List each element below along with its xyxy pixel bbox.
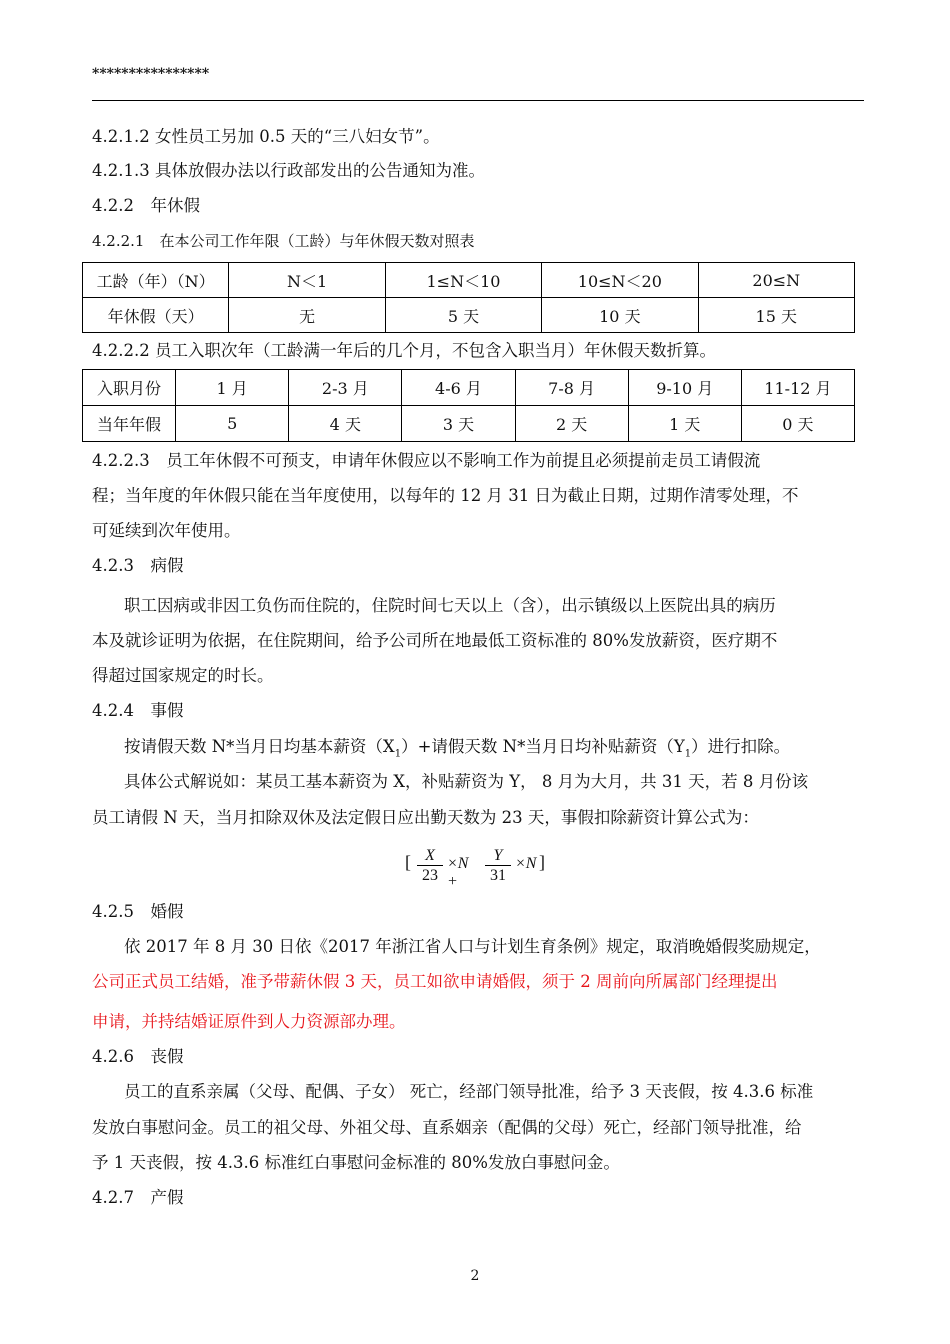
table-cell: 10 天 xyxy=(542,298,698,333)
times-n: ×N xyxy=(515,855,537,872)
fraction-x-23 xyxy=(417,846,443,885)
para-4-2-2-3-cont: 程；当年度的年休假只能在当年度使用，以每年的 12 月 31 日为截止日期，过期作清零处理，不 xyxy=(92,486,799,505)
table-cell: 7-8 月 xyxy=(515,370,628,406)
para-formula-explain-cont: 员工请假 N 天，当月扣除双休及法定假日应出勤天数为 23 天，事假扣除薪资计算公式为： xyxy=(92,808,759,827)
denominator: 23 xyxy=(422,867,438,884)
denominator: 31 xyxy=(490,867,506,884)
para-4-2-2-3: 4.2.2.3 员工年休假不可预支，申请年休假应以不影响工作为前提且必须提前走员工请假流 xyxy=(92,451,761,470)
table-cell: 无 xyxy=(229,298,385,333)
text-run: ）+请假天数 N*当月日均补贴薪资（Y xyxy=(401,737,685,756)
table-row xyxy=(83,298,855,333)
table-cell: 1 天 xyxy=(628,406,741,442)
table-cell: 年休假（天） xyxy=(83,298,229,333)
heading-personal-leave: 4.2.4 事假 xyxy=(92,701,184,720)
table-cell: 11-12 月 xyxy=(741,370,854,406)
table-cell: N＜1 xyxy=(229,263,385,298)
entry-month-leave-table xyxy=(82,369,855,442)
heading-bereavement-leave: 4.2.6 丧假 xyxy=(92,1047,184,1066)
para-sick-leave-end: 得超过国家规定的时长。 xyxy=(92,666,274,685)
times-n-plus: ×N + xyxy=(447,855,469,890)
heading-maternity-leave: 4.2.7 产假 xyxy=(92,1188,184,1207)
table-row xyxy=(83,263,855,298)
table-row xyxy=(83,406,855,442)
table-cell: 1≤N＜10 xyxy=(385,263,541,298)
para-bereavement-leave-cont: 发放白事慰问金。员工的祖父母、外祖父母、直系姻亲（配偶的父母）死亡，经部门领导批准，给 xyxy=(92,1118,802,1137)
table-cell: 2 天 xyxy=(515,406,628,442)
table-cell: 当年年假 xyxy=(83,406,176,442)
subscript: 1 xyxy=(394,748,402,760)
bracket-open: [ xyxy=(405,852,411,872)
table-cell: 9-10 月 xyxy=(628,370,741,406)
table-cell: 5 天 xyxy=(385,298,541,333)
table-cell: 入职月份 xyxy=(83,370,176,406)
para-4-2-2-2: 4.2.2.2 员工入职次年（工龄满一年后的几个月，不包含入职当月）年休假天数折算。 xyxy=(92,341,716,360)
para-marriage-leave-red-end: 申请，并持结婚证原件到人力资源部办理。 xyxy=(92,1012,406,1031)
table-cell: 20≤N xyxy=(698,263,854,298)
para-marriage-leave: 依 2017 年 8 月 30 日依《2017 年浙江省人口与计划生育条例》规定，取消晚婚假奖励规定， xyxy=(124,937,821,956)
table-cell: 5 xyxy=(176,406,289,442)
para-4-2-1-2: 4.2.1.2 女性员工另加 0.5 天的“三八妇女节”。 xyxy=(92,127,440,146)
heading-annual-leave: 4.2.2 年休假 xyxy=(92,196,200,215)
table-cell: 0 天 xyxy=(741,406,854,442)
para-bereavement-leave-end: 予 1 天丧假，按 4.3.6 标准红白事慰问金标准的 80%发放白事慰问金。 xyxy=(92,1153,620,1172)
para-bereavement-leave: 员工的直系亲属（父母、配偶、子女） 死亡，经部门领导批准，给予 3 天丧假，按 4.3.6 标准 xyxy=(124,1082,814,1101)
table-row xyxy=(83,370,855,406)
text-run: ）进行扣除。 xyxy=(691,737,791,756)
table-cell: 15 天 xyxy=(698,298,854,333)
para-4-2-2-3-end: 可延续到次年使用。 xyxy=(92,521,241,540)
fraction-y-31 xyxy=(485,846,511,885)
subscript: 1 xyxy=(684,748,692,760)
table-cell: 4-6 月 xyxy=(402,370,515,406)
header-rule xyxy=(92,100,864,101)
table-cell: 工龄（年）（N） xyxy=(83,263,229,298)
table-cell: 4 天 xyxy=(289,406,402,442)
heading-sick-leave: 4.2.3 病假 xyxy=(92,556,184,575)
para-sick-leave-cont: 本及就诊证明为依据，在住院期间，给予公司所在地最低工资标准的 80%发放薪资，医疗期不 xyxy=(92,631,778,650)
bracket-close: ] xyxy=(539,852,545,872)
seniority-leave-table xyxy=(82,262,855,333)
header-stars: **************** xyxy=(92,66,210,82)
table-cell: 1 月 xyxy=(176,370,289,406)
numerator: X xyxy=(417,846,443,866)
para-marriage-leave-red: 公司正式员工结婚，准予带薪休假 3 天，员工如欲申请婚假，须于 2 周前向所属部门经理提出 xyxy=(92,972,778,991)
para-formula-explain: 具体公式解说如：某员工基本薪资为 X，补贴薪资为 Y， 8 月为大月，共 31 天，若 8 月份该 xyxy=(124,772,809,791)
page-number: 2 xyxy=(470,1268,480,1284)
para-sick-leave: 职工因病或非因工负伤而住院的，住院时间七天以上（含），出示镇级以上医院出具的病历 xyxy=(124,596,776,615)
para-4-2-1-3: 4.2.1.3 具体放假办法以行政部发出的公告通知为准。 xyxy=(92,161,485,180)
text-run: 按请假天数 N*当月日均基本薪资（X xyxy=(124,737,395,756)
table-cell: 3 天 xyxy=(402,406,515,442)
table-cell: 10≤N＜20 xyxy=(542,263,698,298)
numerator: Y xyxy=(485,846,511,866)
para-personal-leave xyxy=(124,737,790,764)
heading-marriage-leave: 4.2.5 婚假 xyxy=(92,902,184,921)
table-cell: 2-3 月 xyxy=(289,370,402,406)
para-4-2-2-1: 4.2.2.1 在本公司工作年限（工龄）与年休假天数对照表 xyxy=(92,232,475,250)
